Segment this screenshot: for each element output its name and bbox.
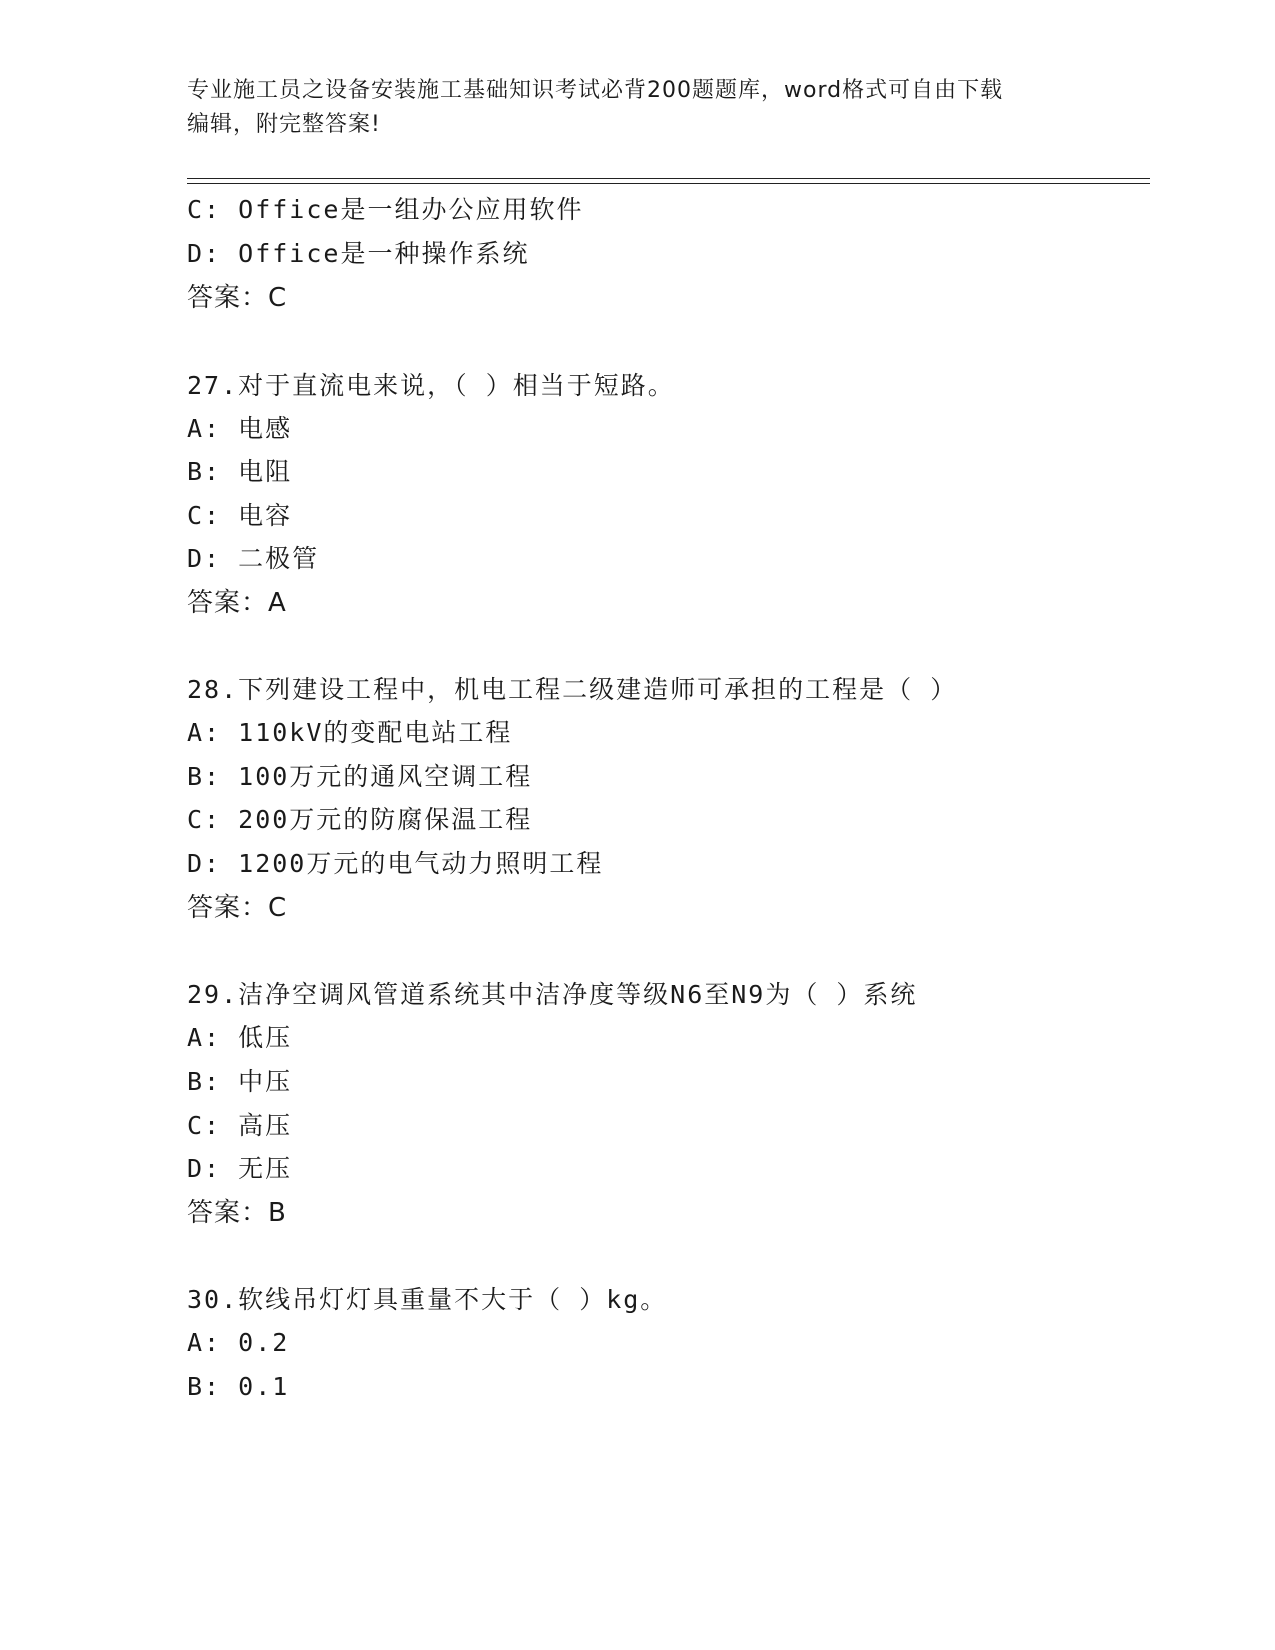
q26-option-c: C: Office是一组办公应用软件 — [187, 195, 584, 224]
header-title-line-2: 编辑，附完整答案! — [187, 112, 381, 137]
q29-question: 29.洁净空调风管道系统其中洁净度等级N6至N9为（ ）系统 — [187, 980, 918, 1009]
q28-question: 28.下列建设工程中，机电工程二级建造师可承担的工程是（ ） — [187, 675, 958, 704]
q30-option-a: A: 0.2 — [187, 1328, 290, 1357]
q27-option-c: C: 电容 — [187, 501, 293, 530]
q30-question: 30.软线吊灯灯具重量不大于（ ）kg。 — [187, 1285, 668, 1314]
header-divider-top — [187, 178, 1150, 179]
q27-answer: 答案：A — [187, 588, 287, 618]
q27-option-b: B: 电阻 — [187, 457, 293, 486]
q28-answer: 答案：C — [187, 893, 288, 923]
header-title-line-1: 专业施工员之设备安装施工基础知识考试必背200题题库，word格式可自由下载 — [187, 78, 1004, 103]
q28-option-d: D: 1200万元的电气动力照明工程 — [187, 849, 604, 878]
document-header — [187, 74, 1087, 142]
q28-option-b: B: 100万元的通风空调工程 — [187, 762, 533, 791]
header-divider-bottom — [187, 183, 1150, 184]
q29-option-a: A: 低压 — [187, 1023, 293, 1052]
q28-option-a: A: 110kV的变配电站工程 — [187, 718, 513, 747]
q27-option-d: D: 二极管 — [187, 544, 320, 573]
q29-option-d: D: 无压 — [187, 1154, 293, 1183]
q29-answer: 答案：B — [187, 1198, 287, 1228]
q27-question: 27.对于直流电来说，（ ）相当于短路。 — [187, 371, 675, 400]
q26-option-d: D: Office是一种操作系统 — [187, 239, 530, 268]
q28-option-c: C: 200万元的防腐保温工程 — [187, 805, 533, 834]
q30-option-b: B: 0.1 — [187, 1372, 290, 1401]
q27-option-a: A: 电感 — [187, 414, 293, 443]
q29-option-b: B: 中压 — [187, 1067, 293, 1096]
q26-answer: 答案：C — [187, 283, 288, 313]
q29-option-c: C: 高压 — [187, 1111, 293, 1140]
